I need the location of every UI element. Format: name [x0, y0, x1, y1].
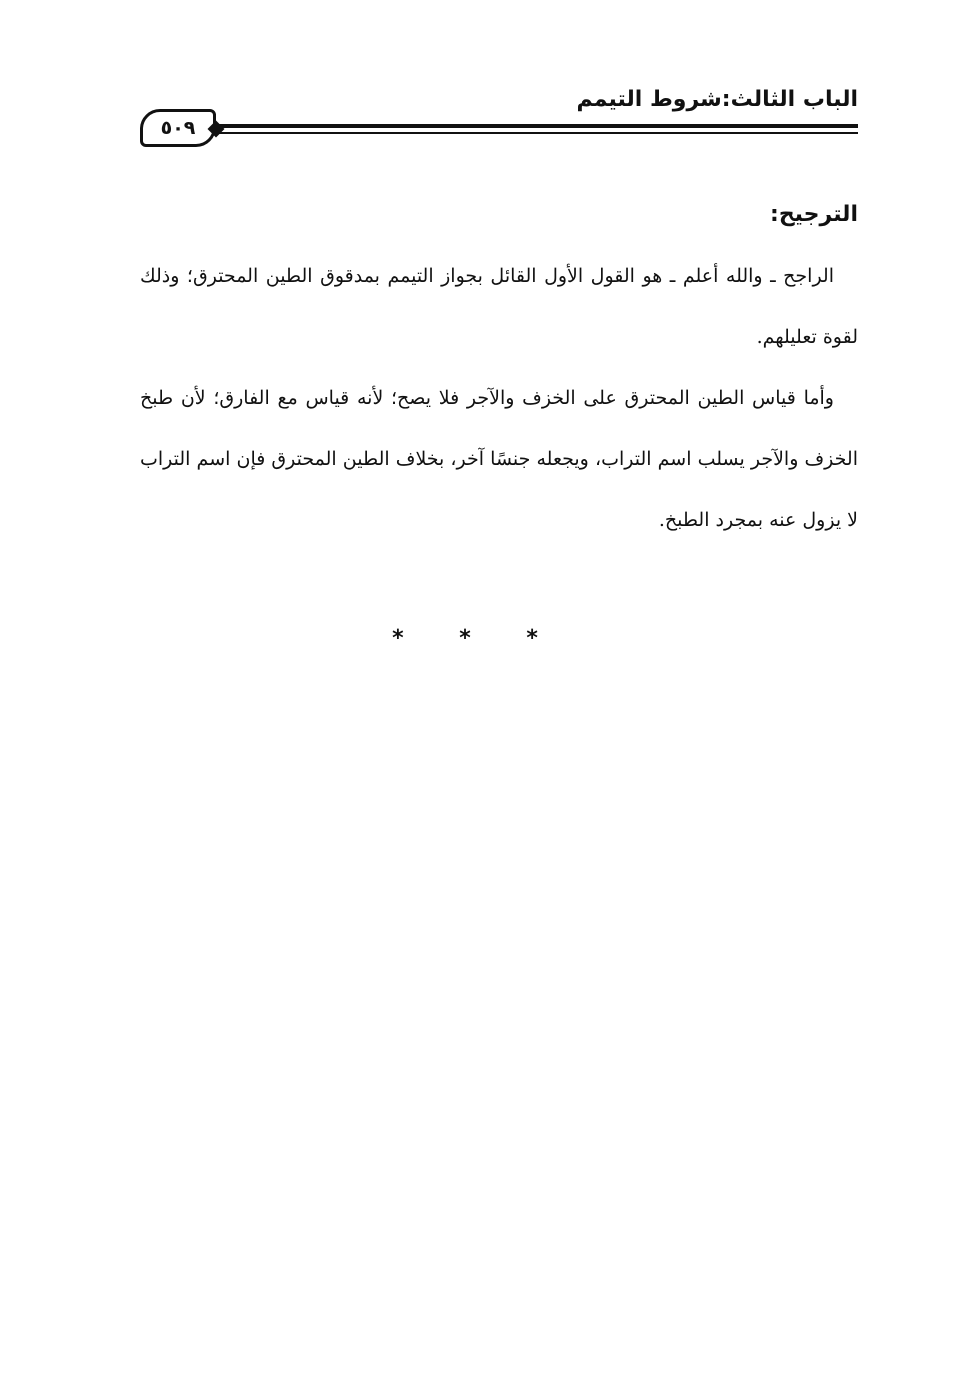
- header-rule-thick: [212, 124, 858, 128]
- section-separator: * * *: [392, 626, 562, 651]
- chapter-title: الباب الثالث:شروط التيمم: [576, 87, 858, 112]
- header-rule: [212, 124, 858, 138]
- header-rule-thin: [212, 132, 858, 134]
- page-number: ٥٠٩: [160, 117, 196, 139]
- paragraph-analogy: وأما قياس الطين المحترق على الخزف والآجر فلا يصح؛ لأنه قياس مع الفارق؛ لأن طبخ الخزف والآجر يسلب اسم التراب، ويجعله جنسًا آخر، بخلاف الطين المحترق فإن اسم التراب لا يزول عنه بمجرد الطبخ.: [140, 387, 858, 531]
- section-heading: الترجيح:: [770, 202, 858, 227]
- paragraph-conclusion: الراجح ـ والله أعلم ـ هو القول الأول القائل بجواز التيمم بمدقوق الطين المحترق؛ وذلك لقوة تعليلهم.: [140, 265, 858, 348]
- main-content: [140, 192, 858, 551]
- page-number-badge: [140, 109, 216, 147]
